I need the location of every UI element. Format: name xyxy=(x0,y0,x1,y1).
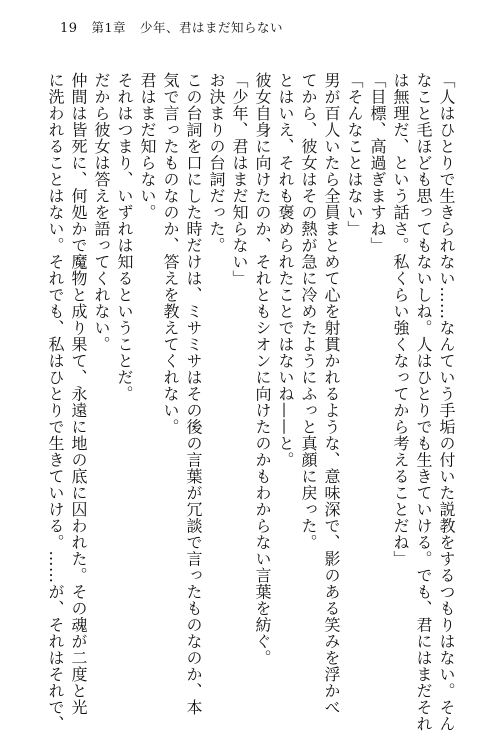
text-column: てから、彼女はその熱が急に冷めたようにふっと真顔に戻った。 xyxy=(299,72,318,551)
text-column: 男が百人いたら全員まとめて心を射貫かれるような、意味深で、影のある笑みを浮かべ xyxy=(322,72,341,716)
text-column: に洗われることはない。それでも、私はひとりで生きていける。……が、それはそれで、 xyxy=(46,72,65,732)
text-column: 君はまだ知らない。 xyxy=(138,72,157,221)
text-column: 気で言ったものなのか、答えを教えてくれない。 xyxy=(161,72,180,435)
text-column: 「人はひとりで生きられない……なんていう手垢の付いた説教をするつもりはない。そん xyxy=(437,72,456,732)
running-header xyxy=(60,18,283,36)
text-column: なこと毛ほども思ってもないしね。人はひとりでも生きていける。でも、君にはまだそれ xyxy=(414,72,433,732)
text-column: この台詞を口にした時だけは、ミサミサはその後の言葉が冗談で言ったものなのか、本 xyxy=(184,72,203,716)
page-number: 19 xyxy=(60,21,78,36)
text-column: は無理だ、という話さ。私くらい強くなってから考えることだね」 xyxy=(391,72,410,567)
text-column: 「そんなことはない」 xyxy=(345,72,364,237)
text-column: 彼女自身に向けたのか、それともシオンに向けたのかもわからない言葉を紡ぐ。 xyxy=(253,72,272,666)
text-column: 「少年、君はまだ知らない」 xyxy=(230,72,249,287)
chapter-title: 少年、君はまだ知らない xyxy=(140,20,284,35)
text-column: だから彼女は答えを語ってくれない。 xyxy=(92,72,111,353)
text-column: 「目標、高過ぎますね」 xyxy=(368,72,387,254)
text-column: お決まりの台詞だった。 xyxy=(207,72,226,254)
text-column: とはいえ、それも褒められたことではないね——と。 xyxy=(276,72,295,468)
chapter-label: 第1章 xyxy=(91,20,126,35)
vertical-body-text xyxy=(46,72,458,732)
text-column: 仲間は皆死に、何処かで魔物と成り果て、永遠に地の底に囚われた。その魂が二度と光 xyxy=(69,72,88,716)
text-column: それはつまり、いずれは知るということだ。 xyxy=(115,72,134,402)
